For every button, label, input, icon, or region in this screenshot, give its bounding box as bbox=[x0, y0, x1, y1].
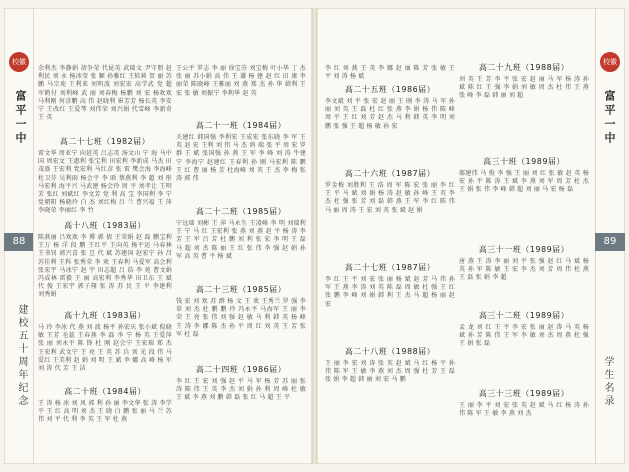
class-block bbox=[38, 386, 172, 425]
student-names: 陈燕丽 吕欢欢 李 博 郭 倩 王荣娟 赵 磊 鹏宝利 王万 杨 洋 段 鹏 王红平 王向英 杨平运 马春林 王书钊 郭兴喜 张 昱 代 斌 苏建国 赵宏宁 孙 昌 苏佳利 王科 张秀荣 李 欢 王春利 马爱军 高会利 张宏宇 马冰宁 赵 宇 田志超 吕 浩 李 苑 曹文娟 冯成林 雷毅 王 丽 高宏利 李秀华 田卫东 王 斌 代 俊 王宏宇 郭子翔 张 涛 苏 民 王 平 李建利 刘秀娟 bbox=[38, 234, 172, 299]
page-footer: 建校五十周年纪念 bbox=[16, 304, 27, 408]
school-seal-icon: 校徽 bbox=[600, 52, 620, 72]
page-footer: 学生名录 bbox=[602, 356, 613, 408]
class-title: 高二十四班（1986届） bbox=[195, 365, 287, 374]
class-title: 高三十二班（1989届） bbox=[478, 311, 570, 320]
class-title: 高二十一班（1984届） bbox=[195, 121, 287, 130]
class-title: 高三十三班（1989届） bbox=[478, 389, 570, 398]
class-block bbox=[325, 262, 455, 309]
school-seal-icon: 校徽 bbox=[9, 52, 29, 72]
left-page bbox=[4, 8, 312, 464]
class-block bbox=[459, 388, 589, 418]
class-block bbox=[38, 136, 172, 216]
class-block bbox=[176, 284, 306, 339]
student-names: 王公平 罗志 李 丽 徐宝芬 刘宝梅 叶小华 丁 杰 张 丽 苏小娟 高 伟 王 谦 杨 建 赵 红 田 康 李丽荣 陈晓峰 王雅丽 刘 燕 郑 杰 孙 华 韩利 王 宏 张 敏 刘振宁 李利华 赵 英 bbox=[176, 65, 306, 97]
student-names: 刘 英 王 芳 李 平 张 宏 赵 丽 马 军 杨 涛 孙 斌 陈 红 王 强 李 娟 刘 敏 周 杰 杜 伟 王 燕 张 峰 李 磊 韩 丽 刘 超 bbox=[459, 76, 589, 100]
class-block bbox=[38, 62, 172, 122]
side-title: 富平一中 bbox=[603, 90, 616, 146]
class-title: 高二十九班（1988届） bbox=[478, 63, 570, 72]
student-names: 雷文华 周亚宁 向延英 吕志英 汤文山 宁 海 马中国 周宏文 王惠利 张宝利 田宏利 李新成 马杰 田茂盛 王宏利 党宏利 马红彦 张 雷 樊会海 李海峰 杜卫芬 吴利雨 杨会平 李 晗 蔡燕利 李 超 刘 彤 马宏利 海平兴 马武建 杨会玲 周 平 刘孝让 王明芳 张红 刘斌红 李文芳 党 利 高 宝 李国利 李 宁 党朝阳 杨晓玲 白 杰 刘红梅 吕 兰 曹兴福 王 萍 李晓荣 李丽红 李 竹 bbox=[38, 150, 172, 215]
student-names: 孟 龙 刘 红 王 平 李 宏 张 丽 赵 涛 马 英 杨 斌 孙 芳 陈 伟 王 军 李 敏 刘 杰 周 燕 杜 强 王 娟 张 磊 bbox=[459, 324, 589, 348]
student-names: 马 玲 李冰 代 燕 刘 波 杨平 孙宏庆 张小斌 倪晓敏 王芳 毛蕊 王春燕 李 磊 李 宁 杨 英 王爱萍 张 丽 刘永平 陈 锋 杜 刚 赵会宁 王宏瑞 郑 杰 王宏利 武文宁 王 亮 王 英 苏 兵 刘 光 段 伟 马爱红 王美利 赵 娟 刘 明 王 斌 李 娜 高 峰 杨 军 刘 涛 代 芳 王 洁 bbox=[38, 324, 172, 373]
class-title: 高二十班（1984届） bbox=[64, 387, 146, 396]
class-block bbox=[325, 62, 455, 81]
student-names: 王 丽 李 平 刘 宏 张 英 赵 斌 马 红 杨 涛 孙 伟 陈 军 王 敏 李 燕 刘 杰 bbox=[459, 402, 589, 418]
student-names: 余利杰 李静娟 胡争荣 代昆英 武瑞文 尹守朋 赵利民 刘 永 杨冰莹 张 颖 孙雅红 王转莉 贺 丽 苏 鹏 马宗苑 王利来 刘明波 刘宏宏 高学武 党 超 军鹤付 刘利峰 武 丽 刘春梅 杨鹏 刘 宏 杨欢欢 马利刚 何彦鹏 高 伟 赵晓利 崔芳芳 杨长英 李安宁 王改红 王爱琴 刘伟荣 刘兴娟 代雪峰 李新奇 王 英 bbox=[38, 65, 172, 122]
class-title: 高十九班（1983届） bbox=[64, 311, 146, 320]
class-block bbox=[176, 62, 306, 98]
student-names: 郝建伟 马 俊 李 强 王 丽 刘 红 张 敏 赵 英 杨 宏 孙 平 陈 涛 王 斌 李 燕 刘 军 周 芳 杜 杰 王 娟 张 伟 李 峰 韩 超 刘 丽 马 宏 杨 磊 bbox=[459, 170, 589, 194]
right-page bbox=[317, 8, 625, 464]
student-names: 李 红 王 宏 刘 强 赵 平 马 军 杨 芳 苏 丽 张 涛 陈 伟 王 英 李 杰 刘 娟 孙 利 周 峰 杜 敏 王 斌 李 燕 刘 鹏 韩 磊 张 红 马 超 王 平 bbox=[176, 378, 306, 402]
side-title: 富平一中 bbox=[14, 90, 27, 146]
left-margin-strip bbox=[4, 8, 34, 464]
student-names: 王 丽 李 宏 刘 涛 张 英 赵 斌 马 红 杨 平 孙 伟 陈 军 王 敏 李 燕 刘 杰 周 强 杜 芳 王 磊 张 娟 李 超 韩 丽 刘 宏 马 鹏 bbox=[325, 360, 455, 384]
class-title: 高二十五班（1986届） bbox=[344, 85, 436, 94]
student-names: 李文斌 刘 平 张 宏 赵 丽 王 刚 李 涛 马 军 孙 丽 刘 英 王 磊 杜 红 张 燕 李 娟 杨 伟 陈 峰 周 平 王 红 刘 芳 赵 杰 马 利 韩 英 李 明 刘 鹏 张 强 王 超 杨 敏 孙 宏 bbox=[325, 98, 455, 130]
class-title: 高二十七班（1987届） bbox=[344, 263, 436, 272]
class-block bbox=[176, 206, 306, 261]
student-names: 王 涛 杨 冰 刘 凤 郭 利 孙 丽 李文华 张 涛 李学平 王 红 高 明 刘 杰 王 晓 白 鹏 张 丽 马 兰 苏 伟 刘 平 代 利 李 英 王 军 杜 燕 bbox=[38, 400, 172, 424]
student-names: 李 红 刘 燕 王 英 李 娜 赵 丽 陈 芳 张 敏 王 平 刘 涛 杨 斌 bbox=[325, 65, 455, 81]
class-block bbox=[325, 346, 455, 385]
class-block bbox=[459, 310, 589, 349]
class-block bbox=[38, 310, 172, 373]
class-block bbox=[325, 84, 455, 131]
student-names: 宁远瑞 刘彬 王 萍 马永生 王凌峰 李 明 刘瑞利 王 宁 马 红 王宏利 张 燕 刘 燕 赵 平 杨 涛 李 芳 王 军 吕 芳 杜 鹏 刘 利 张 宏 李 明 王 磊 马 超 刘 杰 陈 丽 王 红 张 伟 李 强 赵 娟 孙 军 高 英 曹 平 杨 斌 bbox=[176, 220, 306, 260]
student-names: 李 红 王 平 刘 宏 张 丽 杨 斌 赵 芳 马 伟 孙 军 王 燕 李 涛 刘 英 陈 磊 周 敏 杜 强 王 红 张 鹏 李 峰 刘 娟 韩 利 王 杰 马 超 杨 丽 赵 宏 bbox=[325, 276, 455, 308]
class-block bbox=[325, 168, 455, 215]
class-block bbox=[38, 220, 172, 300]
student-names: 钱 宏 刘 欢 苏 群 杨 文 王 欢 王秀兰 罗 强 李 翠 刘 杰 杜 鹏 鹏 玲 冯永平 马海军 王 丽 李 荣 王 亮 张 伟 刘 强 赵 敏 马 利 韩 英 杨 峰 王 涛 李 娜 陈 杰 孙 平 周 红 刘 英 王 芳 张 军 杜 磊 bbox=[176, 298, 306, 338]
student-names: 唐 燕 王 涛 李 丽 刘 平 张 强 赵 红 马 斌 杨 英 孙 军 陈 敏 王 宏 李 杰 刘 芳 周 伟 杜 燕 王 磊 张 娟 李 超 bbox=[459, 258, 589, 282]
class-block bbox=[459, 62, 589, 101]
class-title: 高三十一班（1989届） bbox=[478, 245, 570, 254]
class-title: 高二十二班（1985届） bbox=[195, 207, 287, 216]
class-block bbox=[459, 156, 589, 195]
right-margin-strip bbox=[595, 8, 625, 464]
class-block bbox=[459, 244, 589, 283]
class-title: 高二十三班（1985届） bbox=[195, 285, 287, 294]
student-names: 关建红 韩国强 李利宏 王成宏 张东晓 李 军 王 英 赵 宏 王利 刘 伟 马 杰 鸿 瑞 张 平 周 宏 罗 群 王 斌 张国强 孙 燕 王 军 李 峰 刘 涛 牛建宁 李海宁 赵建红 王春利 孙 刚 马宏利 陈 鹏 王 红 曹 丽 杨 芳 杜海峰 刘 英 王 杰 李 梅 张 涛 郭 伟 bbox=[176, 134, 306, 183]
class-block bbox=[176, 364, 306, 403]
class-block bbox=[176, 120, 306, 183]
page-number: 89 bbox=[595, 233, 625, 251]
page-number: 88 bbox=[4, 233, 34, 251]
class-title: 高二十八班（1988届） bbox=[344, 347, 436, 356]
margin-divider bbox=[33, 8, 34, 464]
class-title: 高三十班（1989届） bbox=[483, 157, 565, 166]
class-title: 高十八班（1983届） bbox=[64, 221, 146, 230]
class-title: 高二十六班（1987届） bbox=[344, 169, 436, 178]
class-title: 高二十七班（1982届） bbox=[59, 137, 151, 146]
student-names: 罗金梅 刘胜利 王 浩 周 军 陈 宏 张 丽 李 红 王 平 马 斌 刘 娟 杨 涛 赵 敏 孙 峰 王 英 李 杰 杜 强 张 芳 刘 磊 韩 燕 王 军 李 红 陈 伟 马 丽 周 涛 王 宏 刘 英 张 斌 赵 娟 bbox=[325, 182, 455, 214]
